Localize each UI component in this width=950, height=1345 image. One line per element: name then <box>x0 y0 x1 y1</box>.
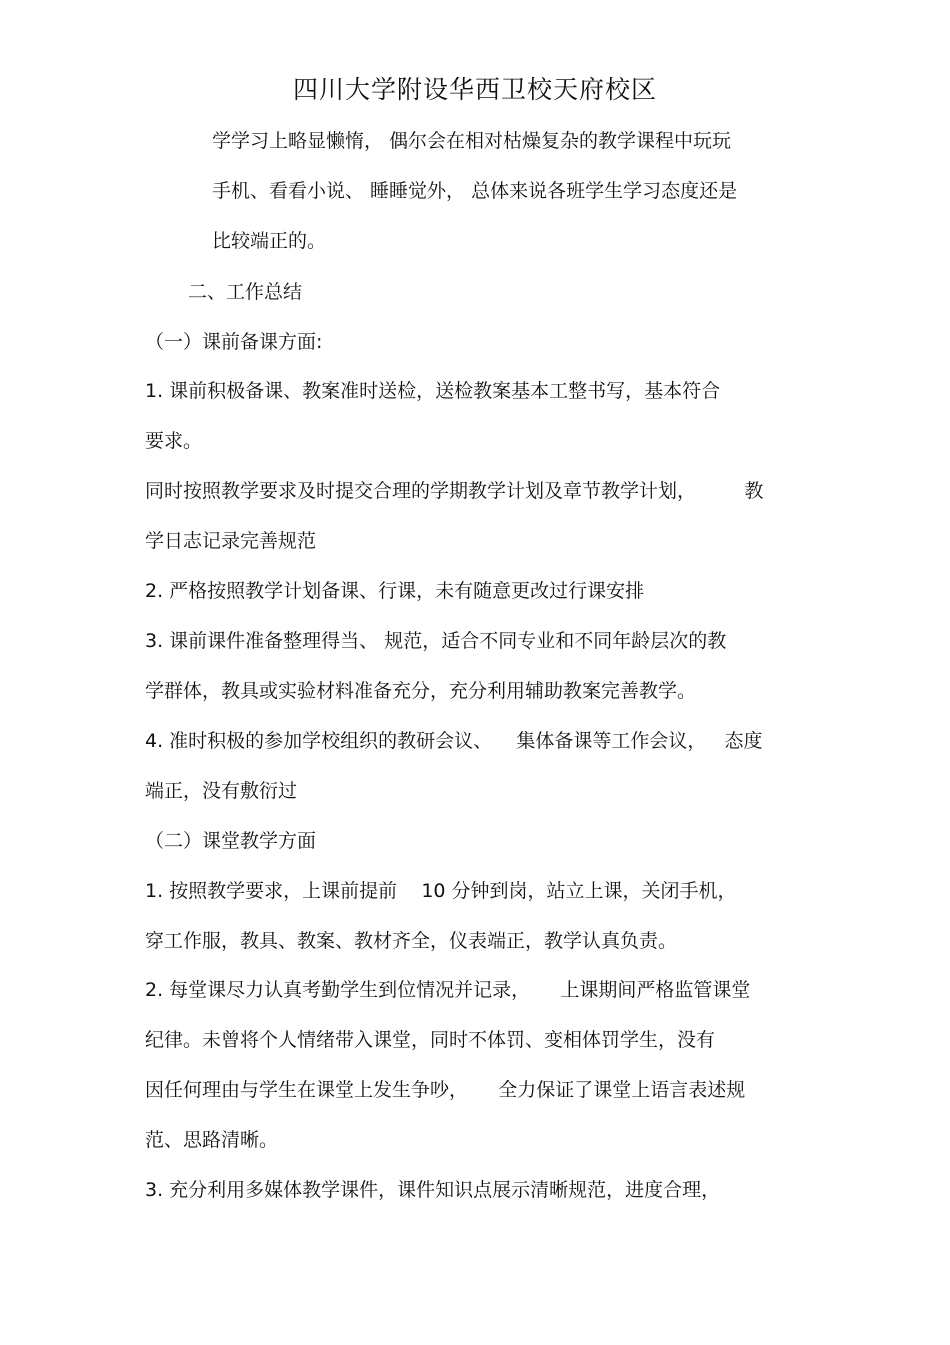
subsection-heading: （一）课前备课方面: <box>145 331 323 353</box>
body-line: 3. 课前课件准备整理得当、 规范，适合不同专业和不同年龄层次的教 <box>145 630 727 652</box>
body-line: 3. 充分利用多媒体教学课件，课件知识点展示清晰规范，进度合理， <box>145 1179 721 1201</box>
body-line: 2. 严格按照教学计划备课、行课，未有随意更改过行课安排 <box>145 580 645 602</box>
body-line: 比较端正的。 <box>212 230 327 252</box>
body-line: 因任何理由与学生在课堂上发生争吵， 全力保证了课堂上语言表述规 <box>145 1079 746 1101</box>
body-line: 范、思路清晰。 <box>145 1129 279 1151</box>
body-line: 1. 课前积极备课、教案准时送检，送检教案基本工整书写，基本符合 <box>145 380 721 402</box>
body-line: 4. 准时积极的参加学校组织的教研会议、 集体备课等工作会议， 态度 <box>145 730 763 752</box>
body-line: 学群体，教具或实验材料准备充分，充分利用辅助教案完善教学。 <box>145 680 697 702</box>
body-line: 学学习上略显懒惰， 偶尔会在相对枯燥复杂的教学课程中玩玩 <box>212 130 732 152</box>
body-line: 1. 按照教学要求，上课前提前 10 分钟到岗，站立上课，关闭手机， <box>145 880 737 902</box>
body-line: 要求。 <box>145 430 203 452</box>
body-line: 手机、看看小说、 睡睡觉外， 总体来说各班学生学习态度还是 <box>212 180 738 202</box>
body-line: 同时按照教学要求及时提交合理的学期教学计划及章节教学计划， 教 <box>145 480 764 502</box>
body-line: 学日志记录完善规范 <box>145 530 317 552</box>
subsection-heading: （二）课堂教学方面 <box>145 830 317 852</box>
body-line: 端正，没有敷衍过 <box>145 780 298 802</box>
body-line: 穿工作服，教具、教案、教材齐全，仪表端正，教学认真负责。 <box>145 930 678 952</box>
body-line: 2. 每堂课尽力认真考勤学生到位情况并记录， 上课期间严格监管课堂 <box>145 979 751 1001</box>
body-line: 纪律。未曾将个人情绪带入课堂，同时不体罚、变相体罚学生，没有 <box>145 1029 716 1051</box>
document-title: 四川大学附设华西卫校天府校区 <box>292 75 657 104</box>
section-heading: 二、工作总结 <box>188 281 303 303</box>
